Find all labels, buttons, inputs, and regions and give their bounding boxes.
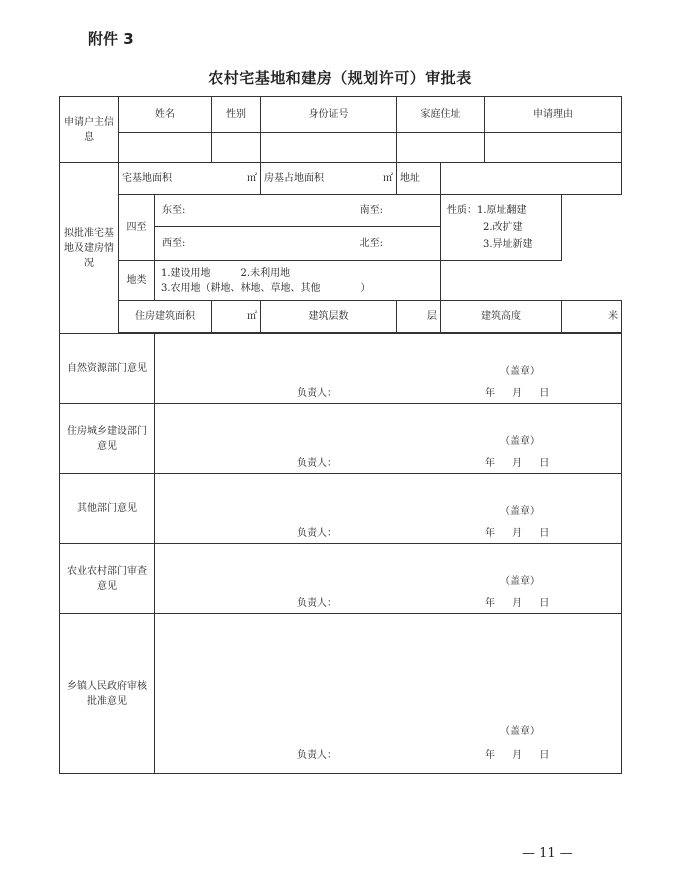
floors-field[interactable]: 层 [397,301,441,333]
applicant-section-label: 申请户主信息 [60,97,119,163]
land-type-line2: 3.农用地（耕地、林地、草地、其他 ） [161,282,371,294]
footprint-area-unit: ㎡ [383,173,393,184]
seal-label: （盖章） [500,506,540,517]
responsible-label: 负责人： [297,388,337,399]
col-gender: 性别 [212,97,261,133]
opinion-field-natural-resources[interactable] [155,334,622,404]
site-section-label: 拟批准宅基地及建房情况 [60,163,119,334]
seal-label: （盖章） [500,726,540,737]
north-label: 北至: [359,238,383,249]
seal-label: （盖章） [500,576,540,587]
land-type-line1: 1.建设用地 2.未利用地 [161,267,291,279]
attachment-label: 附件 3 [88,30,134,48]
opinion-label-agriculture: 农业农村部门审查意见 [60,544,155,614]
id-number-field[interactable] [261,133,397,163]
seal-label: （盖章） [500,436,540,447]
west-label: 西至: [162,238,186,249]
date-label: 年 月 日 [485,458,550,469]
gender-field[interactable] [212,133,261,163]
opinion-field-agriculture[interactable] [155,544,622,614]
homestead-area-unit: ㎡ [247,173,257,184]
name-field[interactable] [119,133,212,163]
height-label: 建筑高度 [441,301,562,333]
east-label: 东至: [162,205,186,216]
nature-option-3: 3.异址新建 [483,239,533,250]
homestead-area-label: 宅基地面积 [122,173,172,184]
responsible-label: 负责人： [297,598,337,609]
opinion-field-housing[interactable] [155,404,622,474]
footprint-area-cell[interactable] [261,163,397,195]
land-type-label: 地类 [119,261,155,301]
col-address: 家庭住址 [397,97,485,133]
homestead-area-cell[interactable] [119,163,261,195]
page-number: — 11 — [522,846,573,861]
seal-label: （盖章） [500,366,540,377]
col-id-number: 身份证号 [261,97,397,133]
east-south-bounds[interactable] [155,195,441,227]
responsible-label: 负责人： [297,528,337,539]
height-field[interactable]: 米 [562,301,622,333]
floor-area-field[interactable]: ㎡ [212,301,261,333]
nature-cell [441,195,562,261]
address-label: 地址 [397,163,441,195]
col-name: 姓名 [119,97,212,133]
date-label: 年 月 日 [485,528,550,539]
opinion-label-housing: 住房城乡建设部门意见 [60,404,155,474]
responsible-label: 负责人： [297,458,337,469]
date-label: 年 月 日 [485,388,550,399]
floors-label: 建筑层数 [261,301,397,333]
form-title: 农村宅基地和建房（规划许可）审批表 [208,69,472,87]
nature-option-1: 1.原址翻建 [477,205,527,216]
land-type-cell[interactable] [155,261,441,301]
opinion-label-natural-resources: 自然资源部门意见 [60,334,155,404]
nature-label: 性质： [447,205,477,216]
opinion-label-township: 乡镇人民政府审核批准意见 [60,614,155,774]
floor-area-label: 住房建筑面积 [119,301,212,333]
date-label: 年 月 日 [485,750,550,761]
approval-form-table [59,96,622,774]
opinion-label-other: 其他部门意见 [60,474,155,544]
responsible-label: 负责人： [297,750,337,761]
opinion-field-other[interactable] [155,474,622,544]
col-reason: 申请理由 [485,97,622,133]
date-label: 年 月 日 [485,598,550,609]
south-label: 南至: [359,205,383,216]
nature-option-2: 2.改扩建 [483,222,523,233]
address-field[interactable] [397,133,485,163]
west-north-bounds[interactable] [155,227,441,261]
reason-field[interactable] [485,133,622,163]
four-bounds-label: 四至 [119,195,155,261]
opinion-field-township[interactable] [155,614,622,774]
site-address-field[interactable] [441,163,622,195]
footprint-area-label: 房基占地面积 [264,173,324,184]
